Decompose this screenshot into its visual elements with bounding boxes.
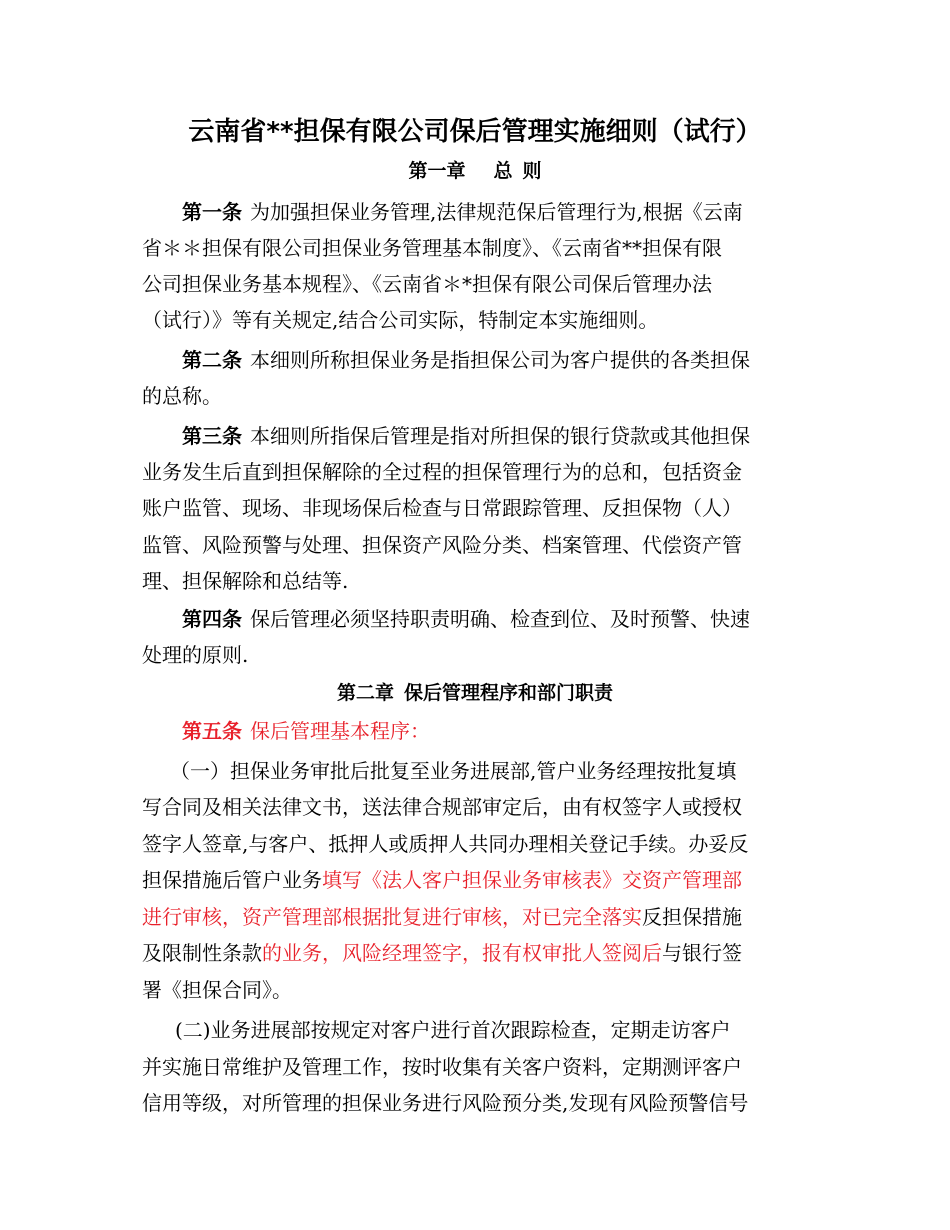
chapter-1-name-part2: 则 xyxy=(522,160,542,182)
article-1-line-1 xyxy=(182,197,842,227)
art5-p1-line-4-black: 担保措施后管户业务 xyxy=(142,868,322,892)
article-1-line-2: 省＊＊担保有限公司担保业务管理基本制度》、《云南省**担保有限 xyxy=(142,236,722,260)
article-5-text: 保后管理基本程序： xyxy=(250,719,430,743)
article-5-label: 第五条 xyxy=(182,719,242,743)
article-2-label: 第二条 xyxy=(182,348,242,372)
article-4-text-1: 保后管理必须坚持职责明确、检查到位、及时预警、快速 xyxy=(250,607,750,631)
article-3-line-1 xyxy=(182,421,842,451)
article-3-line-4: 监管、风险预警与处理、担保资产风险分类、档案管理、代偿资产管 xyxy=(142,533,742,557)
art5-p1-line-6-black-b: 与银行签 xyxy=(662,941,742,965)
article-3-label: 第三条 xyxy=(182,424,242,448)
chapter-1-heading xyxy=(0,156,950,186)
article-2-line-2: 的总称。 xyxy=(142,384,222,408)
article-4-line-2: 处理的原则. xyxy=(142,643,249,667)
document-title: 云南省**担保有限公司保后管理实施细则（试行） xyxy=(188,117,762,147)
article-1-line-4: （试行）》等有关规定,结合公司实际，特制定本实施细则。 xyxy=(142,308,659,332)
chapter-2-number: 第二章 xyxy=(336,682,394,704)
article-5-line-1 xyxy=(182,716,842,746)
art5-p1-line-4-red: 填写《法人客户担保业务审核表》交资产管理部 xyxy=(322,868,742,892)
art5-p1-line-6-red: 的业务，风险经理签字，报有权审批人签阅后 xyxy=(262,941,662,965)
art5-p1-line-6 xyxy=(142,938,802,968)
article-4-label: 第四条 xyxy=(182,607,242,631)
article-3-line-2: 业务发生后直到担保解除的全过程的担保管理行为的总和，包括资金 xyxy=(142,460,742,484)
article-2-line-1 xyxy=(182,345,842,375)
chapter-1-name-part1: 总 xyxy=(493,160,513,182)
art5-p1-line-7: 署《担保合同》。 xyxy=(142,978,292,1002)
article-1-label: 第一条 xyxy=(182,200,242,224)
article-4-line-1 xyxy=(182,604,842,634)
chapter-2-heading xyxy=(0,678,950,708)
article-2-text-1: 本细则所称担保业务是指担保公司为客户提供的各类担保 xyxy=(250,348,750,372)
article-1-line-3: 公司担保业务基本规程》、《云南省＊*担保有限公司保后管理办法 xyxy=(142,272,712,296)
article-3-text-1: 本细则所指保后管理是指对所担保的银行贷款或其他担保 xyxy=(250,424,750,448)
art5-p2-line-1: (二)业务进展部按规定对客户进行首次跟踪检查，定期走访客户 xyxy=(175,1018,731,1042)
art5-p1-line-5-black: 反担保措施 xyxy=(642,905,742,929)
art5-p1-line-5 xyxy=(142,902,802,932)
chapter-1-number: 第一章 xyxy=(408,160,466,182)
article-3-line-3: 账户监管、现场、非现场保后检查与日常跟踪管理、反担保物（人） xyxy=(142,496,742,520)
art5-p1-line-3: 签字人签章,与客户、抵押人或质押人共同办理相关登记手续。办妥反 xyxy=(142,832,749,856)
art5-p1-line-6-black-a: 及限制性条款 xyxy=(142,941,262,965)
art5-p1-line-5-red: 进行审核，资产管理部根据批复进行审核，对已完全落实 xyxy=(142,905,642,929)
chapter-2-name: 保后管理程序和部门职责 xyxy=(404,682,614,704)
article-3-line-5: 理、担保解除和总结等. xyxy=(142,569,349,593)
art5-p2-line-3: 信用等级，对所管理的担保业务进行风险预分类,发现有风险预警信号 xyxy=(142,1091,749,1115)
art5-p1-line-4 xyxy=(142,865,802,895)
art5-p2-line-2: 并实施日常维护及管理工作，按时收集有关客户资料，定期测评客户 xyxy=(142,1055,742,1079)
art5-p1-line-1: （一）担保业务审批后批复至业务进展部,管户业务经理按批复填 xyxy=(170,759,737,783)
art5-p1-line-2: 写合同及相关法律文书，送法律合规部审定后，由有权签字人或授权 xyxy=(142,795,742,819)
article-1-text-1: 为加强担保业务管理,法律规范保后管理行为,根据《云南 xyxy=(250,200,743,224)
